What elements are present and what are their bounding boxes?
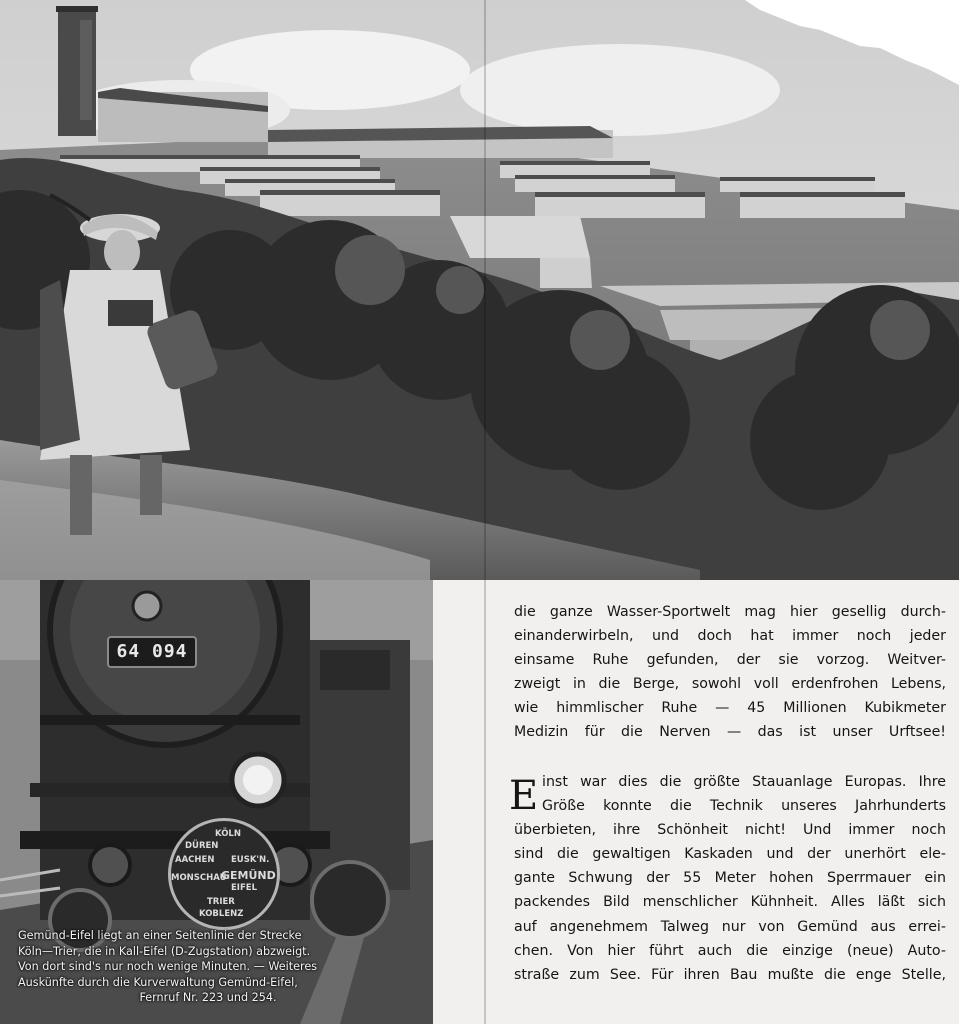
text-line: die ganze Wasser-Sportwelt mag hier gesellig durch- xyxy=(514,604,946,620)
body-text xyxy=(509,600,946,983)
text-line: zweigt in die Berge, sowohl voll erdenfrohen Lebens, xyxy=(514,676,946,693)
text-line: einanderwirbeln, und doch hat immer noch jeder xyxy=(514,628,946,645)
text-line: packendes Bild menschlicher Kühnheit. Alles läßt sich xyxy=(514,894,946,911)
text-line: sind die gewaltigen Kaskaden und der unerhört ele- xyxy=(514,846,946,863)
paragraph-2 xyxy=(509,770,946,987)
caption-line: Auskünfte durch die Kurverwaltung Gemünd-Eifel, xyxy=(18,975,298,989)
text-line: gante Schwung der 55 Meter hohen Sperrmauer ein xyxy=(514,870,946,887)
caption-line: Fernruf Nr. 223 und 254. xyxy=(139,991,277,1004)
sign-word: KOBLENZ xyxy=(199,909,244,919)
sign-word: AACHEN xyxy=(175,855,215,865)
sign-word: KÖLN xyxy=(215,829,241,839)
caption-line: Köln—Trier, die in Kall-Eifel (D-Zugstation) abzweigt. xyxy=(18,944,311,958)
sign-word: EIFEL xyxy=(231,883,257,893)
sign-word: GEMÜND xyxy=(221,869,276,882)
drop-cap: E xyxy=(509,773,539,819)
locomotive-number: 64 094 xyxy=(116,641,188,662)
text-line: Medizin für die Nerven — das ist unser Urftsee! xyxy=(514,724,946,741)
sign-word: EUSK'N. xyxy=(231,855,270,865)
locomotive-number-plate xyxy=(107,636,197,668)
caption-line: Gemünd-Eifel liegt an einer Seitenlinie der Strecke xyxy=(18,929,302,942)
paragraph-1 xyxy=(514,600,946,745)
sign-word: DÜREN xyxy=(185,841,219,851)
photo-caption xyxy=(18,928,398,1006)
text-line: überbieten, ihre Schönheit nicht! Und immer noch xyxy=(514,822,946,839)
route-sign xyxy=(168,818,280,930)
page-fold xyxy=(484,0,486,1024)
caption-line: Von dort sind's nur noch wenige Minuten. — Weiteres xyxy=(18,960,318,973)
text-line: auf angenehmem Talweg nur von Gemünd aus errei- xyxy=(514,918,946,935)
text-line: straße zum See. Für ihren Bau mußte die enge Stelle, xyxy=(514,966,946,983)
text-line: einsame Ruhe gefunden, der sie vorzog. Weitver- xyxy=(514,652,946,669)
sign-word: MONSCHAU xyxy=(171,873,227,883)
text-line: Größe konnte die Technik unseres Jahrhunderts xyxy=(542,798,946,815)
text-line: chen. Von hier führt auch die einzige (neue) Auto- xyxy=(514,942,946,959)
text-line: inst war dies die größte Stauanlage Europas. Ihre xyxy=(542,774,946,790)
text-line: wie himmlischer Ruhe — 45 Millionen Kubikmeter xyxy=(514,700,946,717)
sign-word: TRIER xyxy=(207,897,235,907)
